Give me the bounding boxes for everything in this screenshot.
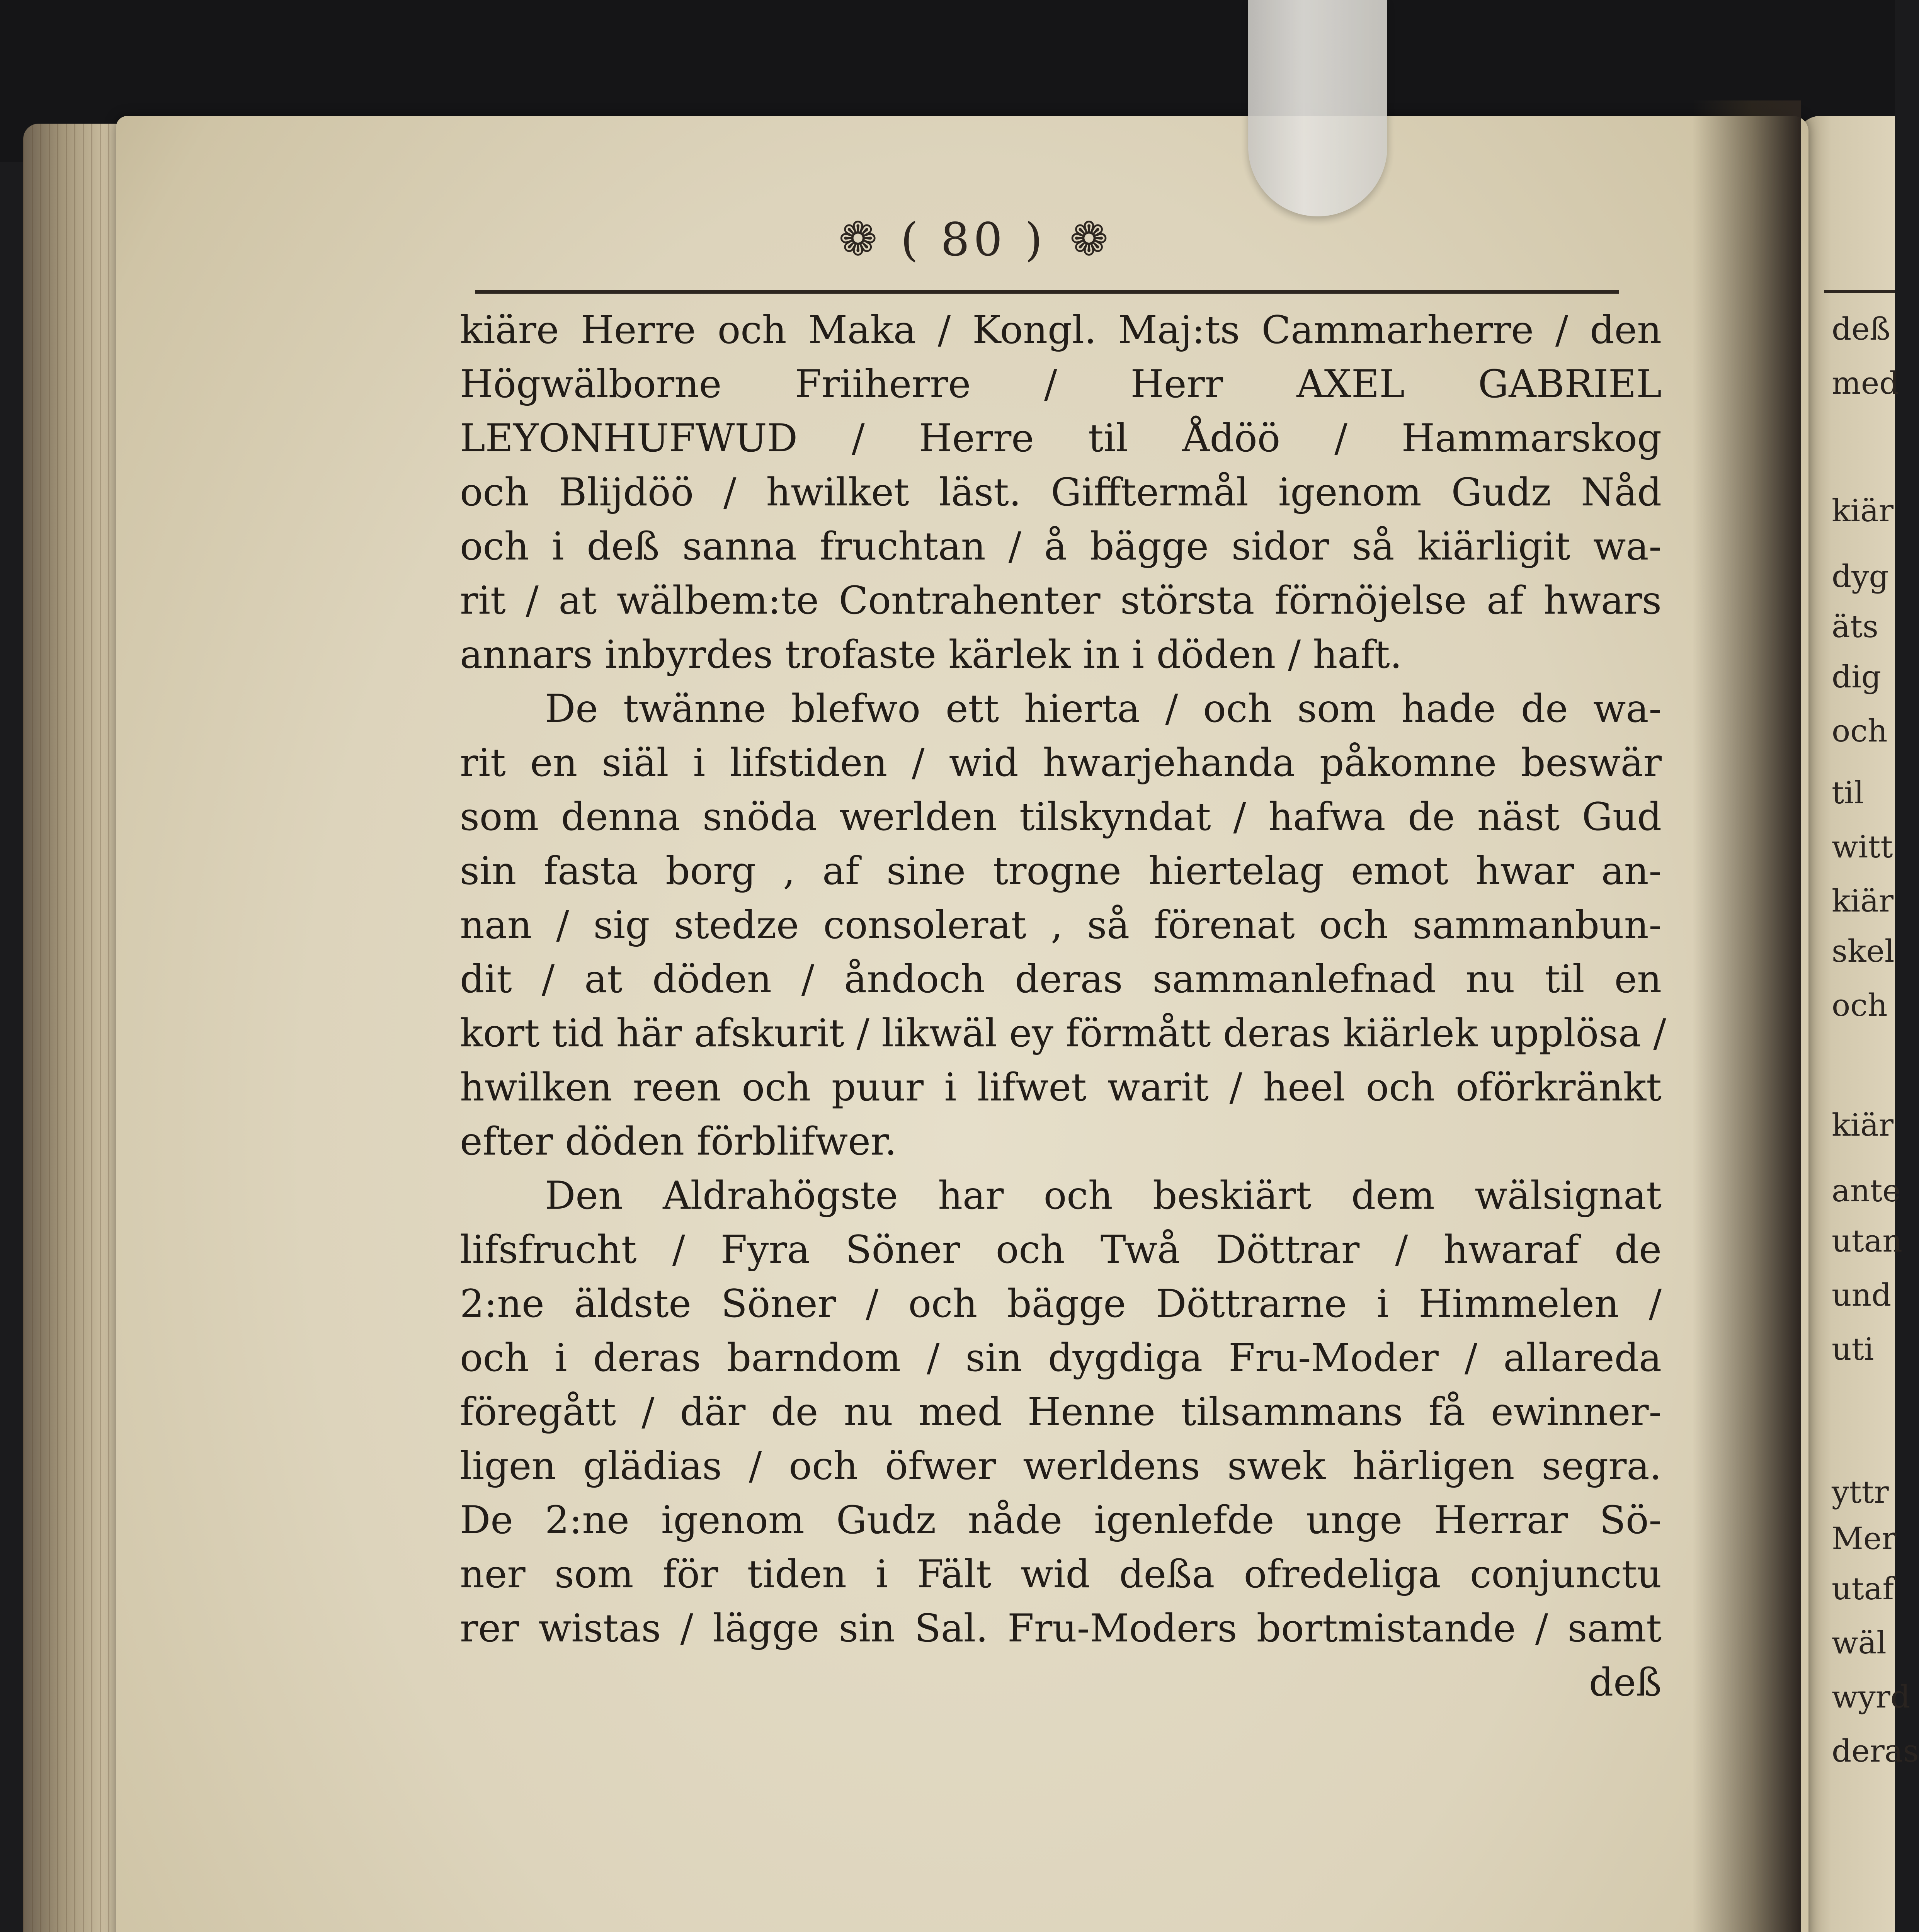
bookmark-tab xyxy=(1248,0,1387,216)
text-line: lifsfrucht / Fyra Söner och Twå Döttrar / hwaraf de xyxy=(460,1228,1662,1272)
right-page-fragment: til xyxy=(1832,775,1864,811)
right-page-fragment: witt xyxy=(1832,829,1893,865)
right-page-fragment: deras xyxy=(1832,1733,1919,1769)
text-line: ner som för tiden i Fält wid deßa ofredeliga conjunctu xyxy=(460,1552,1662,1597)
book-gutter xyxy=(1693,100,1801,1932)
text-line: hwilken reen och puur i lifwet warit / heel och oförkränkt xyxy=(460,1065,1662,1110)
right-page-fragment: utan xyxy=(1832,1223,1902,1259)
right-page-fragment: dig xyxy=(1832,659,1882,695)
text-line: De 2:ne igenom Gudz nåde igenlefde unge Herrar Sö- xyxy=(460,1498,1662,1543)
paragraph xyxy=(460,1169,1662,1656)
right-page-fragment: wäl xyxy=(1832,1625,1887,1661)
page-number: ( 80 ) xyxy=(900,213,1046,266)
text-line: nan / sig stedze consolerat , så förenat och sammanbun- xyxy=(460,903,1662,947)
right-page-fragment: och xyxy=(1832,987,1888,1023)
page-header xyxy=(839,209,1108,270)
right-page-fragment: ante xyxy=(1832,1173,1901,1209)
text-line: kort tid här afskurit / likwäl ey förmått deras kiärlek upplösa / xyxy=(460,1011,1666,1056)
text-line: Den Aldrahögste har och beskiärt dem wälsignat xyxy=(545,1173,1662,1218)
text-line: LEYONHUFWUD / Herre til Ådöö / Hammarskog xyxy=(460,416,1662,461)
right-page-fragment: och xyxy=(1832,713,1888,749)
paragraph xyxy=(460,682,1666,1169)
right-page-fragment: und xyxy=(1832,1277,1892,1313)
catchword: deß xyxy=(1589,1660,1662,1705)
text-line: rit en siäl i lifstiden / wid hwarjehanda påkomne beswär xyxy=(460,741,1662,785)
flower-ornament-icon: ❁ xyxy=(839,213,878,266)
header-rule xyxy=(475,290,1619,294)
right-page-fragment: utaf xyxy=(1832,1571,1894,1607)
right-page-fragment: yttr xyxy=(1832,1474,1889,1510)
right-page-fragment: kiär xyxy=(1832,1107,1893,1143)
body-text xyxy=(460,303,1666,1710)
paragraph xyxy=(460,303,1662,682)
text-line: rit / at wälbem:te Contrahenter största förnöjelse af hwars xyxy=(460,578,1662,623)
right-page-fragment: äts xyxy=(1832,609,1878,645)
right-page-fragment: wyrd xyxy=(1832,1679,1910,1715)
text-line: och Blijdöö / hwilket läst. Gifftermål igenom Gudz Nåd xyxy=(460,470,1662,515)
right-page-fragment: dyg xyxy=(1832,558,1889,594)
right-page-fragment: uti xyxy=(1832,1331,1874,1367)
text-line: kiäre Herre och Maka / Kongl. Maj:ts Cammarherre / den xyxy=(460,308,1662,352)
flower-ornament-icon: ❁ xyxy=(1069,213,1109,266)
text-line: efter döden förblifwer. xyxy=(460,1119,897,1164)
text-line: annars inbyrdes trofaste kärlek in i döden / haft. xyxy=(460,633,1402,677)
text-line: föregått / där de nu med Henne tilsammans få ewinner- xyxy=(460,1390,1662,1434)
text-line: och i deß sanna fruchtan / å bägge sidor så kiärligit wa- xyxy=(460,524,1662,569)
right-page-fragment: med xyxy=(1832,365,1899,401)
text-line: sin fasta borg , af sine trogne hiertelag emot hwar an- xyxy=(460,849,1662,893)
right-page-fragment: kiär xyxy=(1832,493,1893,529)
text-line: Högwälborne Friiherre / Herr AXEL GABRIEL xyxy=(460,362,1662,406)
text-line: De twänne blefwo ett hierta / och som hade de wa- xyxy=(545,687,1662,731)
text-line: 2:ne äldste Söner / och bägge Döttrarne i Himmelen / xyxy=(460,1282,1662,1326)
right-page-fragment: Mer xyxy=(1832,1520,1897,1556)
right-page-fragment: skel xyxy=(1832,933,1895,969)
right-page-fragment: kiär xyxy=(1832,883,1893,919)
right-page-rule xyxy=(1824,290,1895,293)
text-line: rer wistas / lägge sin Sal. Fru-Moders bortmistande / samt xyxy=(460,1606,1662,1651)
text-line: ligen glädias / och öfwer werldens swek härligen segra. xyxy=(460,1444,1662,1488)
text-line: dit / at döden / åndoch deras sammanlefnad nu til en xyxy=(460,957,1662,1002)
text-line: och i deras barndom / sin dygdiga Fru-Moder / allareda xyxy=(460,1336,1662,1380)
text-line: som denna snöda werlden tilskyndat / hafwa de näst Gud xyxy=(460,795,1662,839)
right-page-fragment: deß xyxy=(1832,311,1890,347)
